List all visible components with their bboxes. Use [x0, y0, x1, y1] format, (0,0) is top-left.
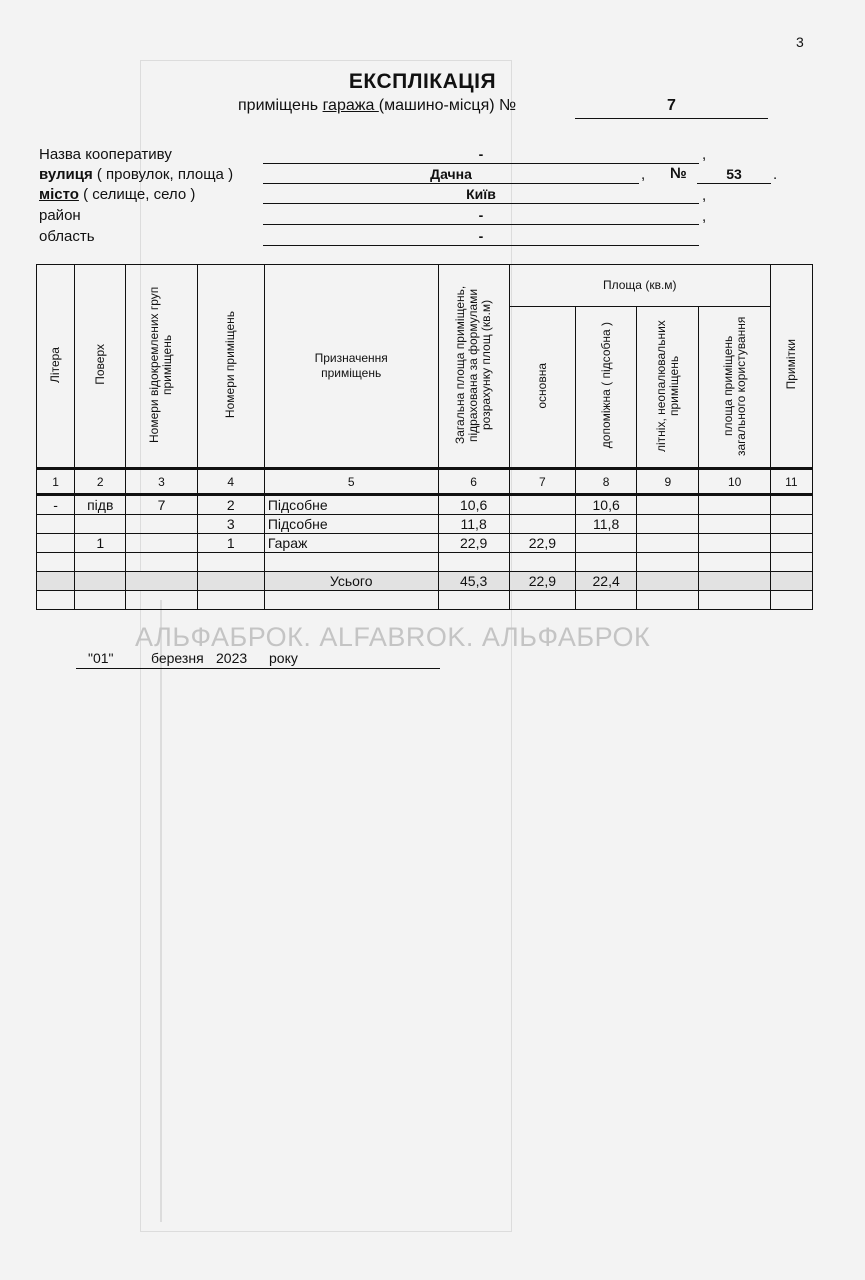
- period: .: [773, 166, 778, 183]
- document-subtitle: [238, 97, 516, 115]
- header-room-numbers: Номери приміщень: [197, 265, 264, 469]
- table-cell: 45,3: [438, 572, 509, 591]
- table-cell: 11,8: [438, 515, 509, 534]
- garage-number: 7: [575, 97, 768, 119]
- table-cell: [509, 495, 575, 515]
- table-row: [37, 515, 813, 534]
- comma: ,: [702, 187, 707, 204]
- region-label: область: [39, 228, 95, 245]
- header-floor: Поверх: [75, 265, 126, 469]
- table-cell: [699, 553, 770, 572]
- table-cell: [637, 534, 699, 553]
- table-cell: [770, 515, 812, 534]
- comma: ,: [641, 166, 646, 183]
- table-cell: Гараж: [264, 534, 438, 553]
- table-cell: [37, 572, 75, 591]
- table-cell: [576, 553, 637, 572]
- table-cell: 22,9: [509, 572, 575, 591]
- document-date: [76, 650, 440, 669]
- table-cell: [770, 553, 812, 572]
- street-label-bold: вулиця: [39, 166, 93, 183]
- table-cell: 2: [197, 495, 264, 515]
- total-label: Усього: [264, 572, 438, 591]
- city-label-rest: ( селище, село ): [78, 186, 196, 203]
- table-cell: [699, 515, 770, 534]
- table-cell: 10,6: [576, 495, 637, 515]
- city-label-bold: місто: [39, 186, 79, 203]
- table-cell: [37, 534, 75, 553]
- table-cell: підв: [75, 495, 126, 515]
- table-cell: [197, 591, 264, 610]
- cooperative-value: -: [263, 145, 699, 164]
- city-label: [39, 186, 195, 203]
- comma: ,: [702, 208, 707, 225]
- table-cell: [75, 572, 126, 591]
- table-cell: [509, 553, 575, 572]
- table-cell: [699, 534, 770, 553]
- table-cell: 10,6: [438, 495, 509, 515]
- table-row: [37, 495, 813, 515]
- table-cell: [770, 591, 812, 610]
- bleed-through-line: [160, 600, 162, 1222]
- table-cell: [637, 515, 699, 534]
- table-cell: [37, 591, 75, 610]
- table-cell: [37, 553, 75, 572]
- table-cell: 7: [126, 495, 197, 515]
- date-year: 2023: [216, 650, 248, 666]
- column-number: 1: [37, 469, 75, 495]
- table-cell: [37, 515, 75, 534]
- table-row: [37, 591, 813, 610]
- column-number: 7: [509, 469, 575, 495]
- table-cell: [770, 572, 812, 591]
- table-cell: [197, 572, 264, 591]
- date-day: "01": [88, 650, 114, 666]
- date-month: березня: [151, 650, 204, 666]
- street-number-value: 53: [697, 165, 771, 184]
- column-number: 9: [637, 469, 699, 495]
- table-cell: [509, 591, 575, 610]
- table-cell: 11,8: [576, 515, 637, 534]
- table-cell: [264, 591, 438, 610]
- table-row: [37, 534, 813, 553]
- table-cell: [770, 534, 812, 553]
- column-number: 6: [438, 469, 509, 495]
- table-cell: 1: [75, 534, 126, 553]
- table-cell: Підсобне: [264, 515, 438, 534]
- header-total-area: Загальна площа приміщень, підрахована за формулами розрахунку площ (кв.м): [438, 265, 509, 469]
- column-number: 5: [264, 469, 438, 495]
- table-cell: [197, 553, 264, 572]
- table-cell: [699, 572, 770, 591]
- street-label: [39, 166, 233, 183]
- region-value: -: [263, 227, 699, 246]
- subtitle-prefix: приміщень: [238, 97, 323, 114]
- table-cell: [438, 591, 509, 610]
- total-row: [37, 572, 813, 591]
- header-area-group: Площа (кв.м): [509, 265, 770, 307]
- table-cell: [126, 553, 197, 572]
- district-value: -: [263, 206, 699, 225]
- header-litera: Літера: [37, 265, 75, 469]
- header-summer: літніх, неопалювальних приміщень: [637, 307, 699, 469]
- table-cell: 22,9: [438, 534, 509, 553]
- table-cell: -: [37, 495, 75, 515]
- table-cell: [637, 495, 699, 515]
- explication-table: [36, 264, 813, 610]
- date-suffix: року: [269, 650, 298, 666]
- table-cell: [126, 591, 197, 610]
- number-sign: №: [670, 165, 687, 182]
- cooperative-label: Назва кооперативу: [39, 146, 172, 163]
- header-auxiliary: допоміжна ( підсобна ): [576, 307, 637, 469]
- table-cell: 22,4: [576, 572, 637, 591]
- table-cell: [126, 534, 197, 553]
- header-main: основна: [509, 307, 575, 469]
- table-cell: [770, 495, 812, 515]
- table-cell: [126, 572, 197, 591]
- table-row: [37, 553, 813, 572]
- table-cell: [264, 553, 438, 572]
- header-purpose: Призначення приміщень: [264, 265, 438, 469]
- table-cell: [576, 534, 637, 553]
- column-number: 11: [770, 469, 812, 495]
- column-number: 4: [197, 469, 264, 495]
- table-cell: [75, 515, 126, 534]
- column-number: 2: [75, 469, 126, 495]
- document-title: ЕКСПЛІКАЦІЯ: [348, 70, 497, 93]
- table-cell: [576, 591, 637, 610]
- table-cell: 3: [197, 515, 264, 534]
- subtitle-underlined: гаража: [322, 97, 379, 114]
- column-number: 10: [699, 469, 770, 495]
- table-cell: 22,9: [509, 534, 575, 553]
- column-number: 8: [576, 469, 637, 495]
- street-label-rest: ( провулок, площа ): [92, 166, 234, 183]
- district-label: район: [39, 207, 81, 224]
- table-cell: [699, 495, 770, 515]
- table-cell: [699, 591, 770, 610]
- watermark: АЛЬФАБРОК. ALFABROK. АЛЬФАБРОК: [135, 622, 651, 652]
- table-cell: [637, 553, 699, 572]
- table-cell: [75, 591, 126, 610]
- street-value: Дачна: [263, 165, 639, 184]
- city-value: Київ: [263, 185, 699, 204]
- header-common: площа приміщень загального користування: [699, 307, 770, 469]
- column-number: 3: [126, 469, 197, 495]
- header-notes: Примітки: [770, 265, 812, 469]
- header-group-numbers: Номери відокремлених груп приміщень: [126, 265, 197, 469]
- table-cell: [75, 553, 126, 572]
- column-numbers-row: [37, 469, 813, 495]
- subtitle-suffix: (машино-місця) №: [378, 97, 517, 114]
- table-cell: [637, 591, 699, 610]
- table-cell: [126, 515, 197, 534]
- table-cell: [509, 515, 575, 534]
- table-cell: [637, 572, 699, 591]
- comma: ,: [702, 146, 707, 163]
- table-cell: 1: [197, 534, 264, 553]
- page-number: 3: [796, 34, 804, 50]
- table-cell: Підсобне: [264, 495, 438, 515]
- table-cell: [438, 553, 509, 572]
